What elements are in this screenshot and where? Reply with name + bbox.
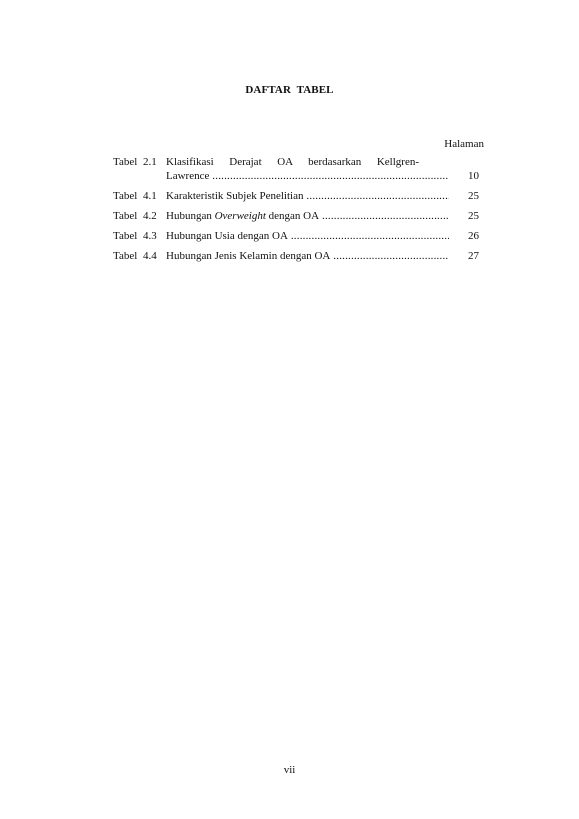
entry-title: [166, 249, 449, 263]
entry-page: 25: [468, 190, 479, 202]
entry-title-text: Karakteristik Subjek Penelitian: [166, 190, 304, 202]
table-of-tables: [113, 155, 481, 269]
entry-keyword: Tabel: [113, 210, 138, 222]
entry-number: 4.1: [143, 190, 157, 202]
entry-title-line: [166, 209, 449, 223]
entry-title-text: Hubungan: [166, 210, 215, 222]
page-number: vii: [283, 764, 296, 776]
entry-title: [166, 209, 449, 223]
entry-page: 25: [468, 210, 479, 222]
toc-entry-2-1[interactable]: [113, 155, 481, 183]
toc-entry-4-2[interactable]: [113, 209, 481, 223]
entry-number: 4.4: [143, 250, 157, 262]
entry-title: [166, 189, 449, 203]
entry-title-line: [166, 229, 449, 243]
entry-keyword: Tabel: [113, 190, 138, 202]
entry-number: 2.1: [143, 156, 157, 168]
page-title: DAFTAR TABEL: [245, 84, 334, 96]
entry-title-text: Hubungan Usia dengan OA: [166, 230, 288, 242]
entry-keyword: Tabel: [113, 250, 138, 262]
toc-entry-4-1[interactable]: [113, 189, 481, 203]
entry-title-text: Hubungan Jenis Kelamin dengan OA: [166, 250, 331, 262]
toc-entry-4-4[interactable]: [113, 249, 481, 263]
entry-page: 10: [468, 170, 479, 182]
entry-title: [166, 229, 449, 243]
entry-title-line2: [166, 169, 449, 183]
entry-page: 27: [468, 250, 479, 262]
page-column-header: Halaman: [444, 138, 484, 150]
entry-keyword: Tabel: [113, 230, 138, 242]
entry-title-line1: Klasifikasi Derajat OA berdasarkan Kellgren-: [166, 156, 419, 168]
entry-title-line: [166, 249, 449, 263]
entry-title-italic: Overweight: [214, 210, 266, 222]
entry-title-text: Lawrence: [166, 170, 210, 182]
entry-number: 4.2: [143, 210, 157, 222]
entry-title-text-after: dengan OA: [265, 210, 320, 222]
entry-keyword: Tabel: [113, 156, 138, 168]
entry-number: 4.3: [143, 230, 157, 242]
toc-entry-4-3[interactable]: [113, 229, 481, 243]
entry-page: 26: [468, 230, 479, 242]
entry-title: [166, 155, 449, 183]
entry-title-line: [166, 189, 449, 203]
